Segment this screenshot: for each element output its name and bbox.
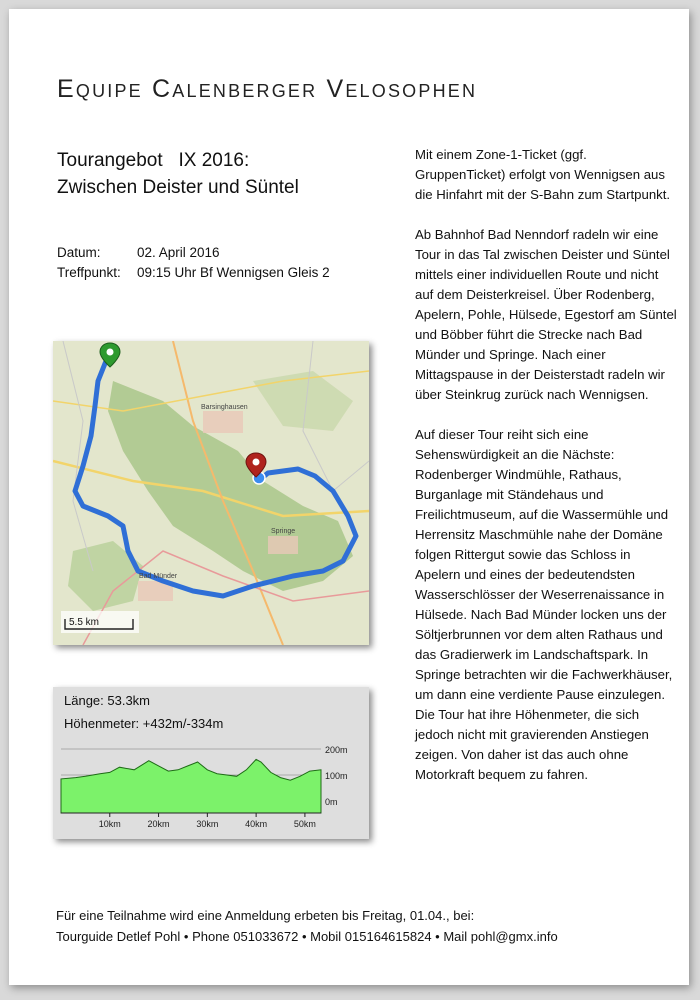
meeting-value: 09:15 Uhr Bf Wennigsen Gleis 2 [137, 265, 330, 280]
tour-title-line2: Zwischen Deister und Süntel [57, 177, 299, 198]
tour-details [57, 243, 330, 283]
x-tick-group [99, 813, 316, 829]
date-label: Datum: [57, 245, 101, 260]
description-paragraph-1: Mit einem Zone-1-Ticket (ggf. GruppenTicket) erfolgt von Wennigsen aus die Hinfahrt mit der S-Bahn zum Startpunkt. [415, 147, 671, 202]
map-place-bad-muender: Bad Münder [139, 573, 178, 580]
description-paragraph-3: Auf dieser Tour reiht sich eine Sehenswürdigkeit an die Nächste: Rodenberger Windmühle, Rathaus, Burganlage mit Ständehaus und Freilichtmuseum, auf die Wassermühle und Herrensitz Maschmühle nahe der Domäne folgen Rittergut sowie das Schloss in Apelern und eines der bedeutendsten Wasserschlösser der Weserrenaissance in Hülsede. Nach Bad Münder locken uns der Söltjerbrunnen vor dem alten Rathaus und das Gradierwerk im Landschaftspark. In Springe betrachten wir die Fachwerkhäuser, um dann eine verdiente Pause einzulegen. Die Tour hat ihre Höhenmeter, die sich jedoch nicht mit gravierenden Anstiegen zeigen. Von daher ist das auch ohne Motorkraft bequem zu fahren. [415, 427, 673, 782]
y-tick-200: 200m [325, 745, 348, 755]
map-scale-label: 5.5 km [69, 617, 100, 628]
elevation-profile [53, 687, 369, 839]
description-paragraph-2: Ab Bahnhof Bad Nenndorf radeln wir eine Tour in das Tal zwischen Deister und Süntel mittels einer individuellen Route und nicht auf dem Deisterkreisel. Über Rodenberg, Apelern, Pohle, Hülsede, Egestorf am Süntel und Böbber führt die Strecke nach Bad Münder und Springe. Nach einer Mittagspause in der Deisterstadt radeln wir über Steinkrug zurück nach Wennigsen. [415, 227, 677, 402]
map-place-barsinghausen: Barsinghausen [201, 404, 248, 411]
contact-line: Tourguide Detlef Pohl • Phone 051033672 • Mobil 015164615824 • Mail pohl@gmx.info [56, 929, 558, 944]
route-map-graphic [53, 341, 369, 645]
profile-length: Länge: 53.3km [64, 693, 151, 708]
footer [56, 905, 558, 947]
x-tick-label: 10km [98, 819, 121, 829]
y-tick-100: 100m [325, 771, 348, 781]
organization-heading: Equipe Calenberger Velosophen [57, 75, 478, 103]
tour-title [57, 147, 299, 201]
date-value: 02. April 2016 [137, 245, 220, 260]
registration-note: Für eine Teilnahme wird eine Anmeldung erbeten bis Freitag, 01.04., bei: [56, 908, 475, 923]
x-tick-label: 20km [147, 819, 170, 829]
elevation-area [61, 759, 321, 813]
meeting-row [57, 263, 330, 283]
elevation-chart [53, 687, 369, 839]
map-scale [61, 611, 139, 633]
route-map [53, 341, 369, 645]
tour-description [415, 145, 677, 805]
x-tick-label: 50km [293, 819, 316, 829]
date-row [57, 243, 330, 263]
y-tick-0: 0m [325, 797, 338, 807]
map-place-springe: Springe [271, 528, 296, 535]
x-tick-label: 40km [245, 819, 268, 829]
meeting-label: Treffpunkt: [57, 265, 121, 280]
tour-title-line1: Tourangebot IX 2016: [57, 150, 250, 171]
x-tick-label: 30km [196, 819, 219, 829]
profile-elevation: Höhenmeter: +432m/-334m [64, 716, 224, 731]
